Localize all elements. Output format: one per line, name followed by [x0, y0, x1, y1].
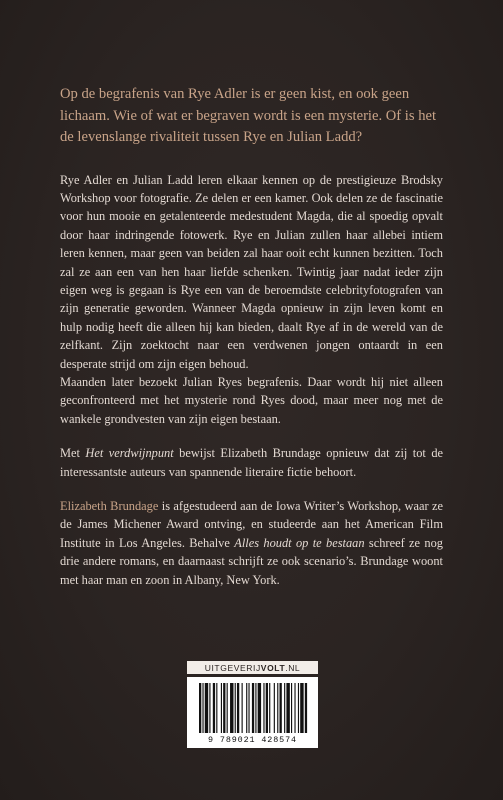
barcode-bar [284, 683, 285, 733]
publisher-label [187, 661, 318, 674]
barcode-bar [255, 683, 256, 733]
synopsis [60, 171, 443, 590]
author-bio-part-1: is afgestudeerd aan de Iowa Writer’s Workshop, waar ze de James Michener Award ontving, en studeerde aan het American Film Institute in Los Angeles. Behalve [60, 499, 443, 550]
barcode-bar [291, 683, 292, 733]
synopsis-paragraph-2: Maanden later bezoekt Julian Ryes begrafenis. Daar wordt hij niet alleen geconfronteerd met het mysterie rond Ryes dood, maar meer nog met de wankele grondvesten van zijn eigen bestaan. [60, 374, 443, 426]
barcode-bar [223, 683, 225, 733]
barcode-bar [235, 683, 236, 733]
barcode-bar [216, 683, 217, 733]
barcode-bar [246, 683, 247, 733]
author-bio [60, 497, 443, 589]
barcode-bar [221, 683, 222, 733]
barcode-bar [230, 683, 233, 733]
barcode-bar [269, 683, 270, 733]
barcode-bar [237, 683, 239, 733]
barcode-bar [263, 683, 264, 733]
praise-suffix: bewijst Elizabeth Brundage opnieuw dat zij tot de interessantste auteurs van spannende literaire fictie behoort. [60, 446, 444, 479]
cover-text-block [60, 84, 443, 589]
isbn-barcode [187, 677, 318, 748]
barcode-bar [280, 683, 282, 733]
author-bio-book-title: Alles houdt op te bestaan [234, 535, 365, 550]
barcode-bar [199, 683, 201, 733]
barcode-bar [227, 683, 228, 733]
barcode-bar [286, 683, 289, 733]
praise-prefix: Met [60, 446, 86, 461]
isbn-digits: 9 789021 428574 [208, 735, 297, 745]
publisher-prefix: UITGEVERIJ [204, 662, 261, 673]
author-name: Elizabeth Brundage [60, 499, 159, 513]
barcode-bar [274, 683, 275, 733]
barcode-bar [252, 683, 254, 733]
barcode-bar [300, 683, 303, 733]
barcode-bar [205, 683, 208, 733]
praise-book-title: Het verdwijnpunt [85, 446, 174, 461]
barcode-bar [242, 683, 243, 733]
tagline: Op de begrafenis van Rye Adler is er geen kist, en ook geen lichaam. Wie of wat er begraven wordt is een mysterie. Of is het de levenslange rivaliteit tussen Rye en Julian Ladd? [60, 86, 437, 145]
barcode-bar [213, 683, 215, 733]
barcode-bar [209, 683, 210, 733]
barcode-bar [248, 683, 249, 733]
barcode-bar [298, 683, 299, 733]
publisher-name: VOLT [260, 662, 286, 673]
barcode-bar [305, 683, 307, 733]
praise-paragraph [60, 444, 443, 481]
publisher-suffix: .NL [285, 662, 301, 673]
synopsis-paragraph-1: Rye Adler en Julian Ladd leren elkaar kennen op de prestigieuze Brodsky Workshop voor fotografie. Ze delen er een kamer. Ook delen ze de fascinatie voor hun mooie en getalenteerde medestudent Magda, die al spoedig opvalt door haar indringende fotowerk. Rye en Julian zullen haar allebei intiem leren kennen, maar geen van beiden zal haar ooit echt kunnen bezitten. Toch zal ze aan een van hen haar liefde schenken. Twintig jaar nadat ieder zijn eigen weg is gegaan is Rye een van de beroemdste celebrityfotografen van zijn generatie geworden. Wanneer Magda opnieuw in zijn leven komt en hulp nodig heeft die alleen hij kan bieden, daalt Rye af in de wereld van de zelfkant. Zijn zoektocht naar een verdwenen jongen ontaardt in een desperate strijd om zijn eigen behoud. [60, 172, 443, 371]
barcode-bar [277, 683, 278, 733]
barcode-bar [266, 683, 268, 733]
barcode-bar [202, 683, 203, 733]
author-bio-part-2: schreef ze nog drie andere romans, en daarnaast schrijft ze ook scenario’s. Brundage woont met haar man en zoon in Albany, New York. [60, 535, 443, 587]
barcode-bar [258, 683, 261, 733]
barcode-bar [294, 683, 295, 733]
